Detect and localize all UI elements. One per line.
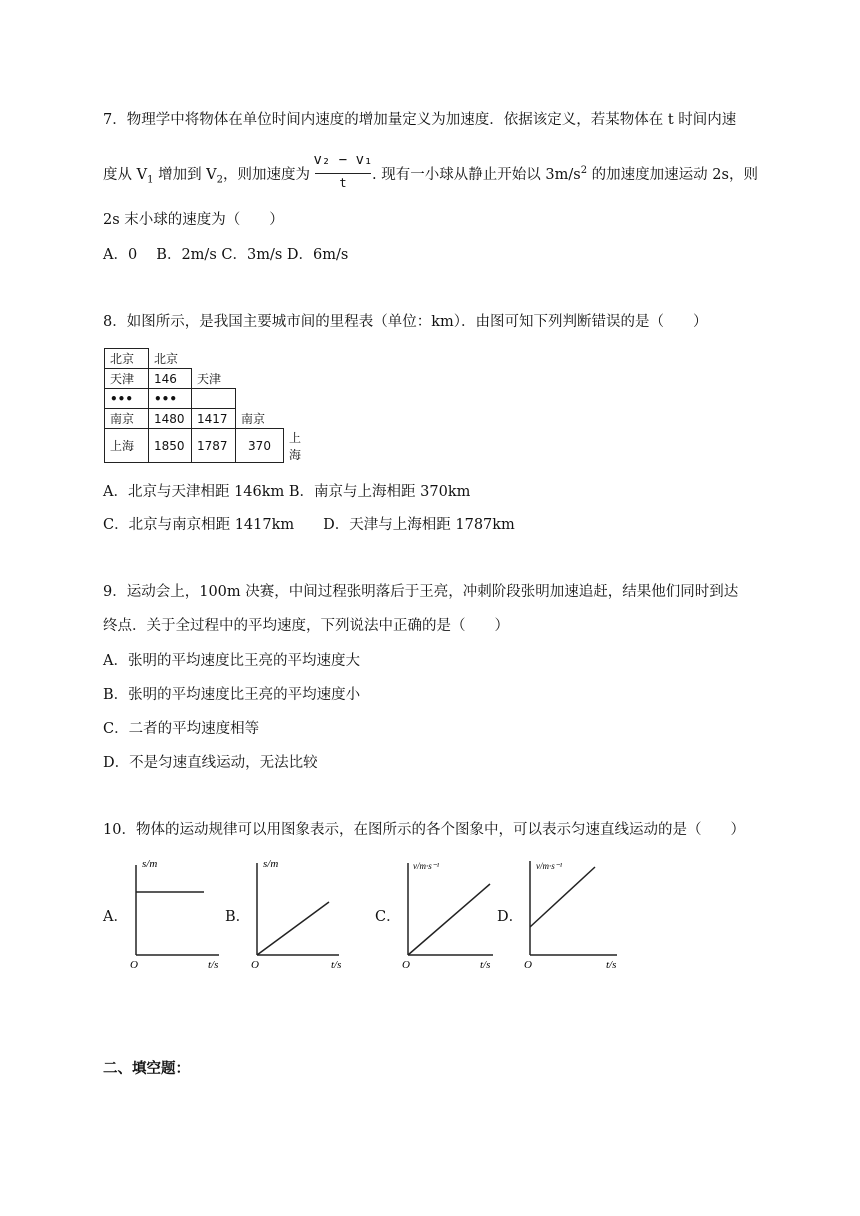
graph-a-xlabel: t/s: [208, 959, 219, 970]
table-cell: 1417: [192, 409, 236, 429]
q9-option-d: D．不是匀速直线运动，无法比较: [103, 755, 318, 771]
table-cell: 1480: [149, 409, 192, 429]
table-cell: 天津: [197, 371, 222, 386]
q7-line3: 2s 末小球的速度为（ ）: [103, 212, 284, 228]
table-cell: 天津: [105, 369, 149, 389]
graph-c-ylabel: v/m·s⁻¹: [413, 861, 440, 871]
table-cell: 北京: [154, 351, 179, 366]
graph-b-label: B．: [225, 909, 251, 925]
graph-d-label: D．: [497, 909, 524, 925]
graph-b-origin: O: [251, 959, 259, 970]
q8-options-cd: C．北京与南京相距 1417km D．天津与上海相距 1787km: [103, 517, 515, 533]
acceleration-fraction: v₂ − v₁ t: [313, 152, 373, 190]
table-cell: 146: [149, 369, 192, 389]
table-cell: 南京: [105, 409, 149, 429]
graph-b: [247, 855, 352, 970]
graph-a: [124, 855, 229, 970]
table-cell: 上海: [105, 429, 149, 463]
graph-b-xlabel: t/s: [331, 959, 342, 970]
q9-line2: 终点．关于全过程中的平均速度，下列说法中正确的是（ ）: [103, 618, 509, 634]
graph-c: [398, 855, 503, 970]
graph-a-ylabel: s/m: [142, 858, 158, 870]
graph-c-origin: O: [402, 959, 410, 970]
q9-option-a: A．张明的平均速度比王亮的平均速度大: [103, 653, 360, 669]
section-title: 二、填空题：: [103, 1061, 190, 1077]
graph-b-ylabel: s/m: [263, 858, 279, 870]
q7-line2: 度从 $V_1$ 增加到 $V_2$，则加速度为 . 现有一小球从静止开始以 $3m/s^2$ 的加速度加速运动 2s，则: [103, 165, 758, 186]
table-cell: •••: [105, 389, 149, 409]
graph-d: [520, 855, 630, 970]
graph-c-xlabel: t/s: [480, 959, 491, 970]
q9-option-c: C．二者的平均速度相等: [103, 721, 260, 737]
q7-options: A．0 B．2m/s C．3m/s D．6m/s: [103, 247, 349, 263]
q8-options-ab: A．北京与天津相距 146km B．南京与上海相距 370km: [103, 484, 471, 500]
table-cell: 南京: [241, 411, 266, 426]
table-cell: 北京: [105, 349, 149, 369]
q9-option-b: B．张明的平均速度比王亮的平均速度小: [103, 687, 361, 703]
q8-stem: 8．如图所示，是我国主要城市间的里程表（单位：km）．由图可知下列判断错误的是（ ）: [103, 314, 708, 330]
graph-d-xlabel: t/s: [606, 959, 617, 970]
table-cell: 上海: [289, 430, 302, 462]
distance-table: [104, 348, 318, 463]
q9-line1: 9．运动会上，100m 决赛，中间过程张明落后于王亮，冲刺阶段张明加速追赶，结果他们同时到达: [103, 584, 739, 600]
graph-d-ylabel: v/m·s⁻¹: [536, 861, 563, 871]
table-cell: 1850: [149, 429, 192, 463]
q10-stem: 10．物体的运动规律可以用图象表示，在图所示的各个图象中，可以表示匀速直线运动的是（ ）: [103, 822, 745, 838]
table-cell: 370: [236, 429, 284, 463]
graph-a-label: A．: [103, 909, 128, 925]
table-cell: 1787: [192, 429, 236, 463]
graph-c-label: C．: [375, 909, 401, 925]
graph-a-origin: O: [130, 959, 138, 970]
table-cell: •••: [149, 389, 192, 409]
q7-line1: 7．物理学中将物体在单位时间内速度的增加量定义为加速度．依据该定义，若某物体在 t 时间内速: [103, 112, 737, 128]
graph-d-origin: O: [524, 959, 532, 970]
